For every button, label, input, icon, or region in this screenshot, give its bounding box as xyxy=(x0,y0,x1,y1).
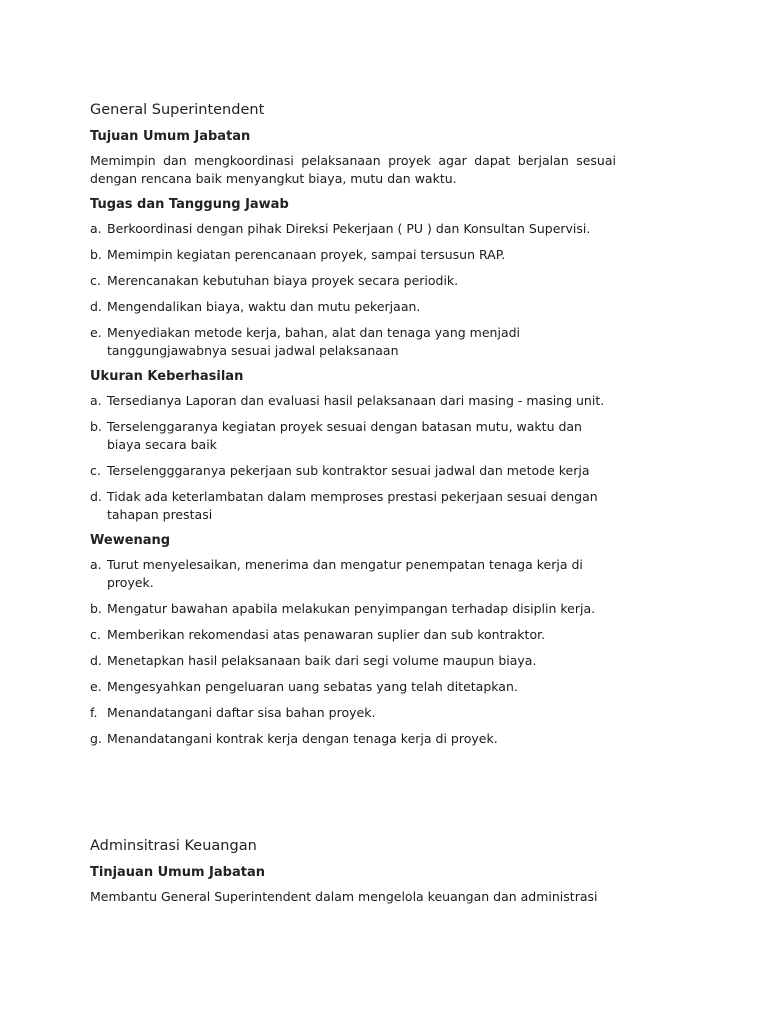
paragraph-tinjauan-umum: Membantu General Superintendent dalam mengelola keuangan dan administrasi xyxy=(90,889,598,904)
list-tugas xyxy=(90,220,616,360)
list-item: b. Mengatur bawahan apabila melakukan penyimpangan terhadap disiplin kerja. xyxy=(90,601,596,616)
heading-tinjauan-umum: Tinjauan Umum Jabatan xyxy=(90,865,265,880)
list-item: d. Tidak ada keterlambatan dalam memproses prestasi pekerjaan sesuai dengan tahapan prestasi xyxy=(90,489,598,522)
list-item: c. Memberikan rekomendasi atas penawaran suplier dan sub kontraktor. xyxy=(90,627,546,642)
list-ukuran xyxy=(90,392,616,524)
section-spacer xyxy=(90,756,616,836)
heading-tujuan-umum: Tujuan Umum Jabatan xyxy=(90,129,251,144)
list-item: e. Menyediakan metode kerja, bahan, alat dan tenaga yang menjadi tanggungjawabnya sesuai jadwal pelaksanaan xyxy=(90,325,521,358)
heading-ukuran-keberhasilan: Ukuran Keberhasilan xyxy=(90,369,244,384)
list-item: g. Menandatangani kontrak kerja dengan tenaga kerja di proyek. xyxy=(90,731,498,746)
list-item: a. Berkoordinasi dengan pihak Direksi Pekerjaan ( PU ) dan Konsultan Supervisi. xyxy=(90,221,591,236)
heading-tugas-tanggung-jawab: Tugas dan Tanggung Jawab xyxy=(90,197,289,212)
list-item: a. Turut menyelesaikan, menerima dan mengatur penempatan tenaga kerja di proyek. xyxy=(90,557,583,590)
section-title-administrasi-keuangan: Adminsitrasi Keuangan xyxy=(90,838,257,854)
list-item: a. Tersedianya Laporan dan evaluasi hasil pelaksanaan dari masing - masing unit. xyxy=(90,393,605,408)
list-item: c. Terselengggaranya pekerjaan sub kontraktor sesuai jadwal dan metode kerja xyxy=(90,463,590,478)
document-page xyxy=(90,100,616,914)
list-item: f. Menandatangani daftar sisa bahan proyek. xyxy=(90,705,376,720)
list-item: b. Terselenggaranya kegiatan proyek sesuai dengan batasan mutu, waktu dan biaya secara baik xyxy=(90,419,582,452)
section-title-general-superintendent: General Superintendent xyxy=(90,102,265,118)
list-item: e. Mengesyahkan pengeluaran uang sebatas yang telah ditetapkan. xyxy=(90,679,518,694)
list-item: d. Menetapkan hasil pelaksanaan baik dari segi volume maupun biaya. xyxy=(90,653,537,668)
list-wewenang xyxy=(90,556,616,748)
paragraph-tujuan-umum: Memimpin dan mengkoordinasi pelaksanaan proyek agar dapat berjalan sesuai dengan rencana baik menyangkut biaya, mutu dan waktu. xyxy=(90,153,616,186)
list-item: c. Merencanakan kebutuhan biaya proyek secara periodik. xyxy=(90,273,459,288)
heading-wewenang: Wewenang xyxy=(90,533,171,548)
list-item: d. Mengendalikan biaya, waktu dan mutu pekerjaan. xyxy=(90,299,421,314)
list-item: b. Memimpin kegiatan perencanaan proyek, sampai tersusun RAP. xyxy=(90,247,506,262)
